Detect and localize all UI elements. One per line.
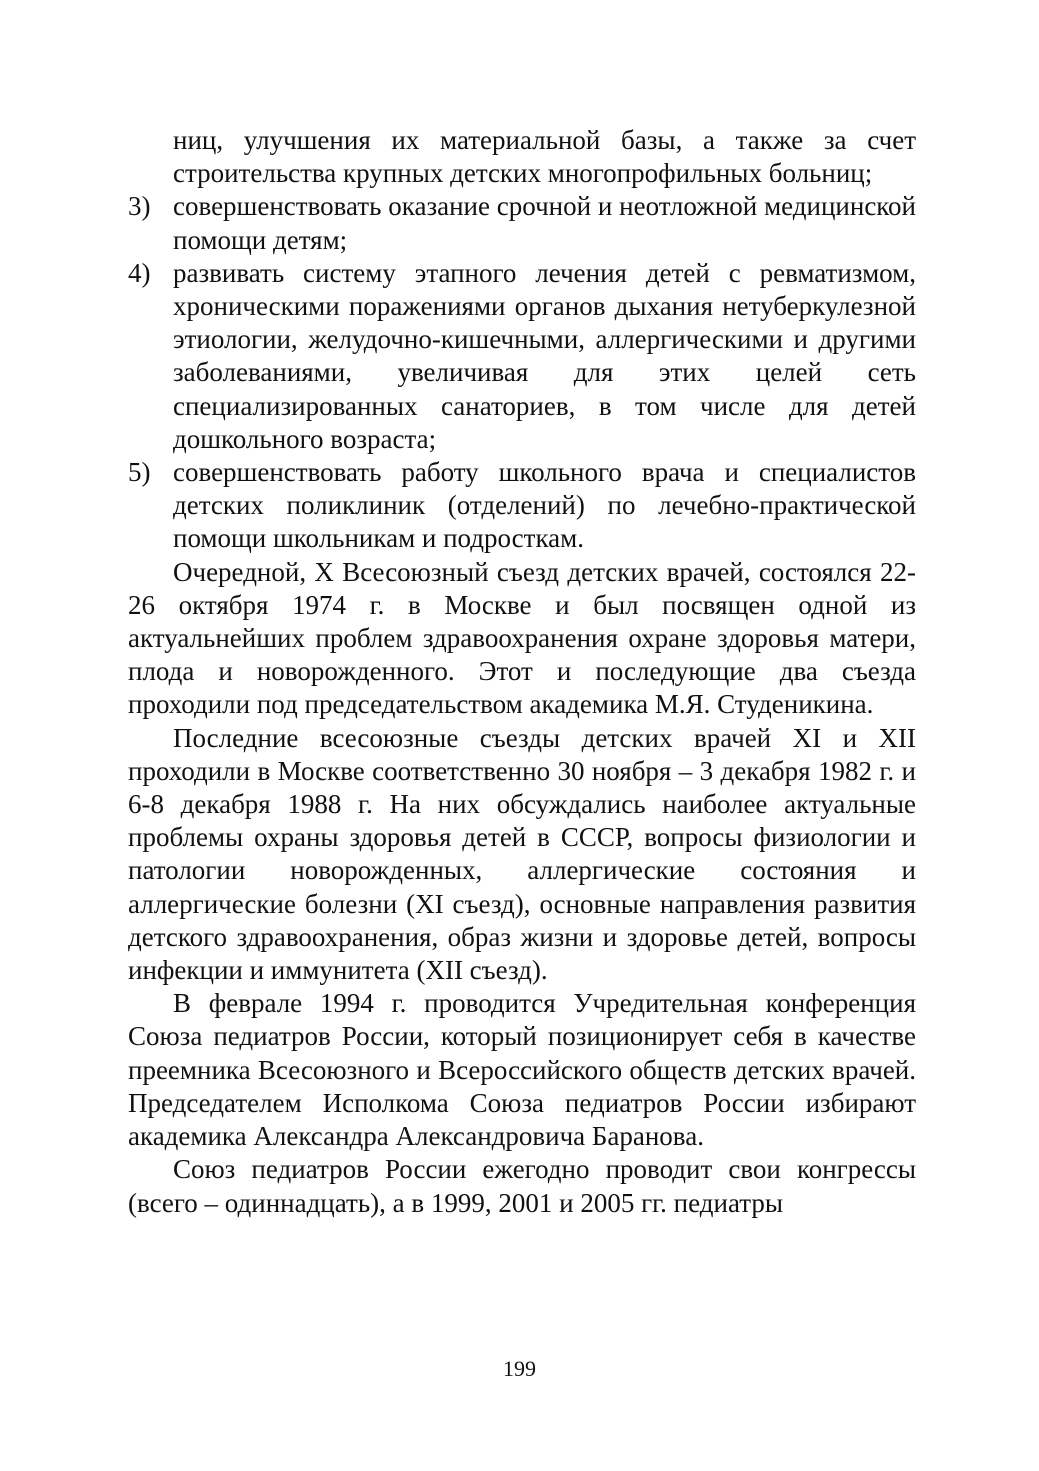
list-item-5 (128, 456, 916, 556)
list-number: 4) (128, 257, 151, 288)
list-number: 3) (128, 191, 151, 222)
list-number: 5) (128, 457, 151, 488)
paragraph-last-congresses: Последние всесоюзные съезды детских врачей XI и XII проходили в Москве соответственно 30 ноября – 3 декабря 1982 г. и 6-8 декабря 1988 г. На них обсуждались наиболее актуальные проблемы охраны здоровья детей в СССР, вопросы физиологии и патологии новорожденных, аллергические состояния и аллергические болезни (XI съезд), основные направления развития детского здравоохранения, образ жизни и здоровье детей, вопросы инфекции и иммунитета (XII съезд). (128, 722, 916, 986)
list-item-text: развивать систему этапного лечения детей с ревматизмом, хроническими поражениями органов дыхания нетуберкулезной этиологии, желудочно-кишечными, аллергическими и другими заболеваниями, увеличивая для этих целей сеть специализированных санаториев, в том числе для детей дошкольного возраста; (173, 257, 916, 454)
continued-list-item: ниц, улучшения их материальной базы, а также за счет строительства крупных детских многопрофильных больниц; (173, 125, 916, 189)
list-item-4 (128, 257, 916, 456)
paragraph-annual-congresses: Союз педиатров России ежегодно проводит свои конгрессы (всего – одиннадцать), а в 1999, 2001 и 2005 гг. педиатры (128, 1154, 916, 1218)
list-item-text: совершенствовать оказание срочной и неотложной медицинской помощи детям; (173, 191, 916, 255)
page-number: 199 (503, 1356, 536, 1381)
paragraph-union-founding: В феврале 1994 г. проводится Учредительная конференция Союза педиатров России, который позиционирует себя в качестве преемника Всесоюзного и Всероссийского обществ детских врачей. Председателем Исполкома Союза педиатров России избирают академика Александра Александровича Баранова. (128, 988, 916, 1152)
page-body (128, 124, 916, 1220)
list-item-3 (128, 190, 916, 256)
list-item-text: совершенствовать работу школьного врача и специалистов детских поликлиник (отделений) по лечебно-практической помощи школьникам и подросткам. (173, 457, 916, 554)
paragraph-x-congress: Очередной, Х Всесоюзный съезд детских врачей, состоялся 22-26 октября 1974 г. в Москве и был посвящен одной из актуальнейших проблем здравоохранения охране здоровья матери, плода и новорожденного. Этот и последующие два съезда проходили под председательством академика М.Я. Студеникина. (128, 556, 916, 720)
